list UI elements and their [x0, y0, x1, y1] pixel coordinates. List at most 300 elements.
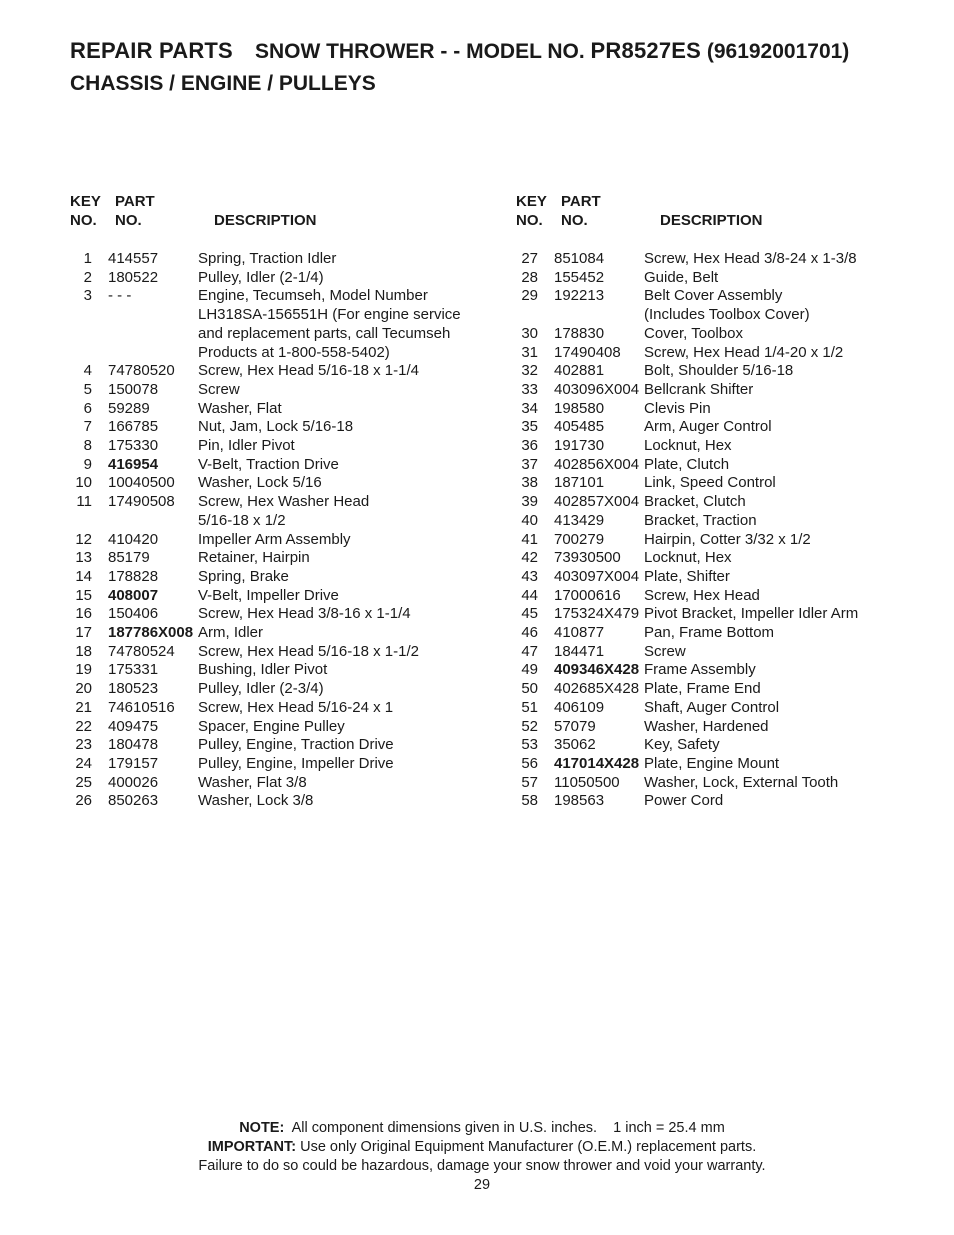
description-line: Plate, Clutch	[644, 455, 730, 473]
model-number: PR8527ES	[590, 38, 701, 63]
table-row	[68, 287, 498, 362]
part-number: 417014X428	[554, 754, 640, 772]
part-description	[198, 269, 460, 288]
part-number: 402857X004	[554, 493, 640, 511]
description-line: Frame Assembly	[644, 661, 756, 679]
table-row	[68, 605, 498, 624]
part-description	[198, 493, 460, 530]
key-number: 51	[521, 698, 538, 716]
part-number: 409475	[108, 717, 159, 735]
part-number: 413429	[554, 511, 605, 529]
description-line: Bolt, Shoulder 5/16-18	[644, 362, 794, 380]
part-number: 59289	[108, 399, 150, 417]
part-description	[644, 493, 879, 512]
description-line: Washer, Hardened	[644, 717, 769, 735]
part-number: 57079	[554, 717, 596, 735]
part-number: 166785	[108, 418, 159, 436]
part-description	[644, 269, 879, 288]
part-description	[644, 568, 879, 587]
table-row	[514, 269, 934, 288]
part-number: 10040500	[108, 474, 175, 492]
part-number: 402881	[554, 362, 605, 380]
page-header	[70, 36, 930, 99]
table-row	[514, 549, 934, 568]
part-description	[644, 474, 879, 493]
description-line: Washer, Lock 3/8	[198, 792, 314, 810]
part-number: 74780524	[108, 642, 175, 660]
key-number: 21	[75, 698, 92, 716]
key-number: 38	[521, 474, 538, 492]
description-line: Impeller Arm Assembly	[198, 530, 351, 548]
part-number: 403097X004	[554, 567, 640, 585]
part-description	[644, 381, 879, 400]
description-line: Washer, Lock 5/16	[198, 474, 322, 492]
table-row	[514, 699, 934, 718]
table-row	[68, 400, 498, 419]
table-row	[514, 587, 934, 606]
description-line: Pivot Bracket, Impeller Idler Arm	[644, 605, 859, 623]
table-row	[68, 718, 498, 737]
key-number: 11	[76, 493, 92, 511]
part-description	[198, 680, 460, 699]
table-row	[68, 531, 498, 550]
description-line: Screw, Hex Head 5/16-18 x 1-1/2	[198, 642, 419, 660]
description-line: Screw	[644, 642, 686, 660]
part-description	[644, 661, 879, 680]
part-number: 191730	[554, 437, 605, 455]
description-line: Screw, Hex Head 3/8-16 x 1-1/4	[198, 605, 411, 623]
table-row	[68, 755, 498, 774]
description-line: 5/16-18 x 1/2	[198, 511, 286, 529]
part-number: 414557	[108, 250, 159, 267]
page-title	[70, 36, 930, 67]
table-row	[514, 344, 934, 363]
key-number: 35	[521, 418, 538, 436]
table-row	[514, 680, 934, 699]
part-number: 187101	[554, 474, 605, 492]
description-line: Screw, Hex Head 5/16-24 x 1	[198, 698, 394, 716]
table-row	[68, 774, 498, 793]
description-line: Pulley, Engine, Impeller Drive	[198, 754, 394, 772]
key-number: 7	[83, 418, 92, 436]
parts-rows	[514, 250, 934, 811]
part-header-no: NO.	[561, 212, 588, 229]
part-description	[644, 250, 879, 269]
key-number: 47	[521, 642, 538, 660]
part-description	[644, 643, 879, 662]
parts-list-right	[514, 193, 934, 811]
key-number: 36	[521, 437, 538, 455]
page-footer	[0, 1119, 954, 1195]
part-description	[198, 549, 460, 568]
part-number: 73930500	[554, 549, 621, 567]
part-description	[198, 718, 460, 737]
key-number: 26	[75, 792, 92, 810]
description-line: Power Cord	[644, 792, 724, 810]
table-row	[514, 661, 934, 680]
description-line: Arm, Idler	[198, 624, 264, 642]
key-number: 52	[521, 717, 538, 735]
key-number: 32	[521, 362, 538, 380]
table-row	[68, 661, 498, 680]
note-line	[10, 1119, 954, 1138]
part-description	[198, 381, 460, 400]
part-number: 403096X004	[554, 380, 640, 398]
description-line: Screw, Hex Head 5/16-18 x 1-1/4	[198, 362, 419, 380]
key-number: 53	[521, 736, 538, 754]
part-number: 410420	[108, 530, 159, 548]
description-line: Screw, Hex Head	[644, 586, 760, 604]
part-number: 198580	[554, 399, 605, 417]
description-line: Screw	[198, 380, 240, 398]
description-line: Pulley, Engine, Traction Drive	[198, 736, 394, 754]
parts-rows	[68, 250, 498, 811]
part-description	[644, 774, 879, 793]
key-number: 46	[521, 624, 538, 642]
parts-list-left	[68, 193, 498, 811]
part-header-no: NO.	[115, 212, 142, 229]
part-description	[644, 718, 879, 737]
table-row	[68, 269, 498, 288]
table-row	[514, 250, 934, 269]
key-number: 25	[75, 773, 92, 791]
part-number: 175330	[108, 437, 159, 455]
part-description	[198, 531, 460, 550]
table-row	[514, 325, 934, 344]
part-description	[198, 400, 460, 419]
key-number: 12	[75, 530, 92, 548]
table-row	[514, 287, 934, 324]
part-description	[198, 437, 460, 456]
table-row	[514, 362, 934, 381]
key-number: 5	[83, 380, 92, 398]
table-row	[514, 474, 934, 493]
description-line: Spring, Traction Idler	[198, 250, 337, 267]
table-row	[514, 792, 934, 811]
column-header	[68, 193, 498, 235]
part-description	[198, 568, 460, 587]
repair-parts-label: REPAIR PARTS	[70, 38, 233, 63]
part-header: PART	[115, 193, 155, 210]
part-number: 406109	[554, 698, 605, 716]
part-number: 85179	[108, 549, 150, 567]
description-line: Plate, Shifter	[644, 567, 730, 585]
page-subtitle: CHASSIS / ENGINE / PULLEYS	[70, 72, 376, 95]
part-number: 175324X479	[554, 605, 640, 623]
description-line: and replacement parts, call Tecumseh	[198, 324, 451, 342]
table-row	[68, 437, 498, 456]
part-number: 155452	[554, 268, 605, 286]
table-row	[68, 549, 498, 568]
description-line: V-Belt, Impeller Drive	[198, 586, 339, 604]
important-line	[10, 1138, 954, 1157]
part-number: 700279	[554, 530, 605, 548]
description-line: Pulley, Idler (2-1/4)	[198, 268, 324, 286]
key-number: 44	[521, 586, 538, 604]
part-number: 410877	[554, 624, 605, 642]
part-description	[198, 624, 460, 643]
part-number: 402856X004	[554, 455, 640, 473]
key-number: 15	[75, 586, 92, 604]
part-number: 74780520	[108, 362, 175, 380]
part-description	[644, 512, 879, 531]
part-number: 74610516	[108, 698, 175, 716]
table-row	[68, 736, 498, 755]
part-number: 180478	[108, 736, 159, 754]
key-number: 49	[521, 661, 538, 679]
table-row	[514, 624, 934, 643]
snow-thrower-label: SNOW THROWER - - MODEL NO.	[254, 40, 585, 63]
part-description	[198, 792, 460, 811]
part-number: 17490408	[554, 343, 621, 361]
key-number: 9	[83, 455, 92, 473]
key-number: 33	[521, 380, 538, 398]
part-number: 178828	[108, 567, 159, 585]
part-description	[644, 344, 879, 363]
description-line: Pin, Idler Pivot	[198, 437, 295, 455]
key-header: KEY	[70, 193, 101, 210]
key-number: 37	[521, 455, 538, 473]
part-description	[198, 661, 460, 680]
table-row	[514, 456, 934, 475]
table-row	[514, 774, 934, 793]
part-description	[644, 736, 879, 755]
part-description	[198, 456, 460, 475]
part-description	[644, 287, 879, 324]
key-number: 30	[521, 324, 538, 342]
part-description	[198, 699, 460, 718]
key-number: 3	[83, 287, 92, 305]
description-line: Bellcrank Shifter	[644, 380, 754, 398]
description-line: Belt Cover Assembly	[644, 287, 783, 305]
part-description	[644, 605, 879, 624]
key-number: 50	[521, 680, 538, 698]
key-number: 31	[521, 343, 538, 361]
description-line: Guide, Belt	[644, 268, 719, 286]
part-description	[644, 680, 879, 699]
description-line: Washer, Flat 3/8	[198, 773, 307, 791]
key-number: 17	[75, 624, 92, 642]
table-row	[68, 643, 498, 662]
description-line: Plate, Engine Mount	[644, 754, 780, 772]
description-header: DESCRIPTION	[660, 212, 763, 229]
part-number: 402685X428	[554, 680, 640, 698]
description-line: Screw, Hex Head 1/4-20 x 1/2	[644, 343, 844, 361]
part-number: 198563	[554, 792, 605, 810]
description-line: Pulley, Idler (2-3/4)	[198, 680, 324, 698]
table-row	[514, 605, 934, 624]
table-row	[68, 250, 498, 269]
important-text: Use only Original Equipment Manufacturer (O.E.M.) replacement parts.	[300, 1139, 757, 1155]
description-line: Washer, Flat	[198, 399, 282, 417]
part-number: 851084	[554, 250, 605, 267]
key-number: 45	[521, 605, 538, 623]
part-description	[644, 362, 879, 381]
table-row	[514, 755, 934, 774]
part-description	[644, 456, 879, 475]
part-number: 187786X008	[108, 624, 194, 642]
part-description	[198, 736, 460, 755]
description-line: Locknut, Hex	[644, 549, 732, 567]
key-header: KEY	[516, 193, 547, 210]
description-line: Clevis Pin	[644, 399, 711, 417]
description-line: Screw, Hex Washer Head	[198, 493, 370, 511]
part-description	[198, 643, 460, 662]
part-number: 400026	[108, 773, 159, 791]
part-description	[644, 400, 879, 419]
key-number: 28	[521, 268, 538, 286]
description-line: Bracket, Traction	[644, 511, 757, 529]
description-line: Shaft, Auger Control	[644, 698, 780, 716]
table-row	[68, 493, 498, 530]
description-line: Pan, Frame Bottom	[644, 624, 775, 642]
key-header-no: NO.	[70, 212, 97, 229]
part-description	[644, 587, 879, 606]
table-row	[68, 680, 498, 699]
column-header	[514, 193, 934, 235]
key-number: 58	[521, 792, 538, 810]
part-number: 11050500	[554, 773, 620, 791]
description-line: Hairpin, Cotter 3/32 x 1/2	[644, 530, 811, 548]
description-line: Link, Speed Control	[644, 474, 776, 492]
table-row	[68, 474, 498, 493]
description-line: Arm, Auger Control	[644, 418, 772, 436]
part-number: 180523	[108, 680, 159, 698]
table-row	[514, 400, 934, 419]
description-line: Bushing, Idler Pivot	[198, 661, 328, 679]
part-description	[198, 587, 460, 606]
part-description	[644, 792, 879, 811]
table-row	[68, 587, 498, 606]
part-description	[644, 418, 879, 437]
table-row	[68, 568, 498, 587]
key-number: 56	[521, 754, 538, 772]
table-row	[514, 418, 934, 437]
part-number: 17490508	[108, 493, 175, 511]
key-number: 40	[521, 511, 538, 529]
part-number: 175331	[108, 661, 159, 679]
description-line: Engine, Tecumseh, Model Number	[198, 287, 428, 305]
table-row	[68, 456, 498, 475]
part-number: 408007	[108, 586, 159, 604]
key-number: 16	[75, 605, 92, 623]
part-description	[198, 362, 460, 381]
description-line: Retainer, Hairpin	[198, 549, 310, 567]
table-row	[514, 512, 934, 531]
key-number: 1	[83, 250, 92, 267]
description-line: V-Belt, Traction Drive	[198, 455, 339, 473]
key-number: 27	[521, 250, 538, 267]
part-number: 409346X428	[554, 661, 640, 679]
table-row	[514, 381, 934, 400]
key-number: 43	[521, 567, 538, 585]
description-line: Cover, Toolbox	[644, 324, 743, 342]
description-line: Products at 1-800-558-5402)	[198, 343, 390, 361]
part-number: 35062	[554, 736, 596, 754]
page-number: 29	[473, 1177, 491, 1193]
part-description	[644, 755, 879, 774]
part-description	[644, 325, 879, 344]
part-description	[198, 418, 460, 437]
part-number: 178830	[554, 324, 605, 342]
part-description	[644, 624, 879, 643]
table-row	[68, 699, 498, 718]
description-line: Screw, Hex Head 3/8-24 x 1-3/8	[644, 250, 857, 267]
description-line: Key, Safety	[644, 736, 720, 754]
part-header: PART	[561, 193, 601, 210]
table-row	[514, 437, 934, 456]
description-line: Plate, Frame End	[644, 680, 761, 698]
part-number: 416954	[108, 455, 159, 473]
description-line: Spring, Brake	[198, 567, 289, 585]
part-description	[198, 605, 460, 624]
part-description	[198, 774, 460, 793]
key-number: 34	[521, 399, 538, 417]
key-number: 6	[83, 399, 92, 417]
table-row	[68, 624, 498, 643]
key-number: 4	[83, 362, 92, 380]
description-line: Spacer, Engine Pulley	[198, 717, 345, 735]
table-row	[514, 531, 934, 550]
model-code: (96192001701)	[706, 40, 850, 63]
note-label: NOTE:	[239, 1120, 285, 1136]
part-number: 17000616	[554, 586, 621, 604]
table-row	[68, 418, 498, 437]
key-number: 23	[75, 736, 92, 754]
description-line: (Includes Toolbox Cover)	[644, 306, 810, 324]
key-number: 29	[521, 287, 538, 305]
table-row	[514, 718, 934, 737]
key-number: 19	[75, 661, 92, 679]
table-row	[68, 792, 498, 811]
part-number: - - -	[108, 287, 132, 305]
part-number: 179157	[108, 754, 159, 772]
description-line: Washer, Lock, External Tooth	[644, 773, 839, 791]
table-row	[514, 568, 934, 587]
key-number: 22	[75, 717, 92, 735]
part-number: 192213	[554, 287, 605, 305]
key-number: 57	[521, 773, 538, 791]
part-description	[198, 474, 460, 493]
description-header: DESCRIPTION	[214, 212, 317, 229]
warning-line: Failure to do so could be hazardous, damage your snow thrower and void your warranty.	[198, 1158, 766, 1174]
part-number: 405485	[554, 418, 605, 436]
table-row	[514, 493, 934, 512]
table-row	[514, 736, 934, 755]
part-number: 180522	[108, 268, 159, 286]
table-row	[68, 362, 498, 381]
table-row	[514, 643, 934, 662]
note-text: All component dimensions given in U.S. inches. 1 inch = 25.4 mm	[291, 1120, 725, 1136]
key-number: 41	[521, 530, 538, 548]
part-number: 184471	[554, 642, 605, 660]
key-number: 10	[75, 474, 92, 492]
key-number: 2	[83, 268, 92, 286]
description-line: LH318SA-156551H (For engine service	[198, 306, 461, 324]
key-number: 14	[75, 567, 92, 585]
key-number: 18	[75, 642, 92, 660]
part-description	[644, 549, 879, 568]
description-line: Locknut, Hex	[644, 437, 732, 455]
description-line: Nut, Jam, Lock 5/16-18	[198, 418, 354, 436]
key-number: 8	[83, 437, 92, 455]
key-number: 42	[521, 549, 538, 567]
part-description	[644, 699, 879, 718]
part-description	[644, 531, 879, 550]
part-number: 150078	[108, 380, 159, 398]
part-description	[198, 250, 460, 269]
important-label: IMPORTANT:	[207, 1139, 297, 1155]
